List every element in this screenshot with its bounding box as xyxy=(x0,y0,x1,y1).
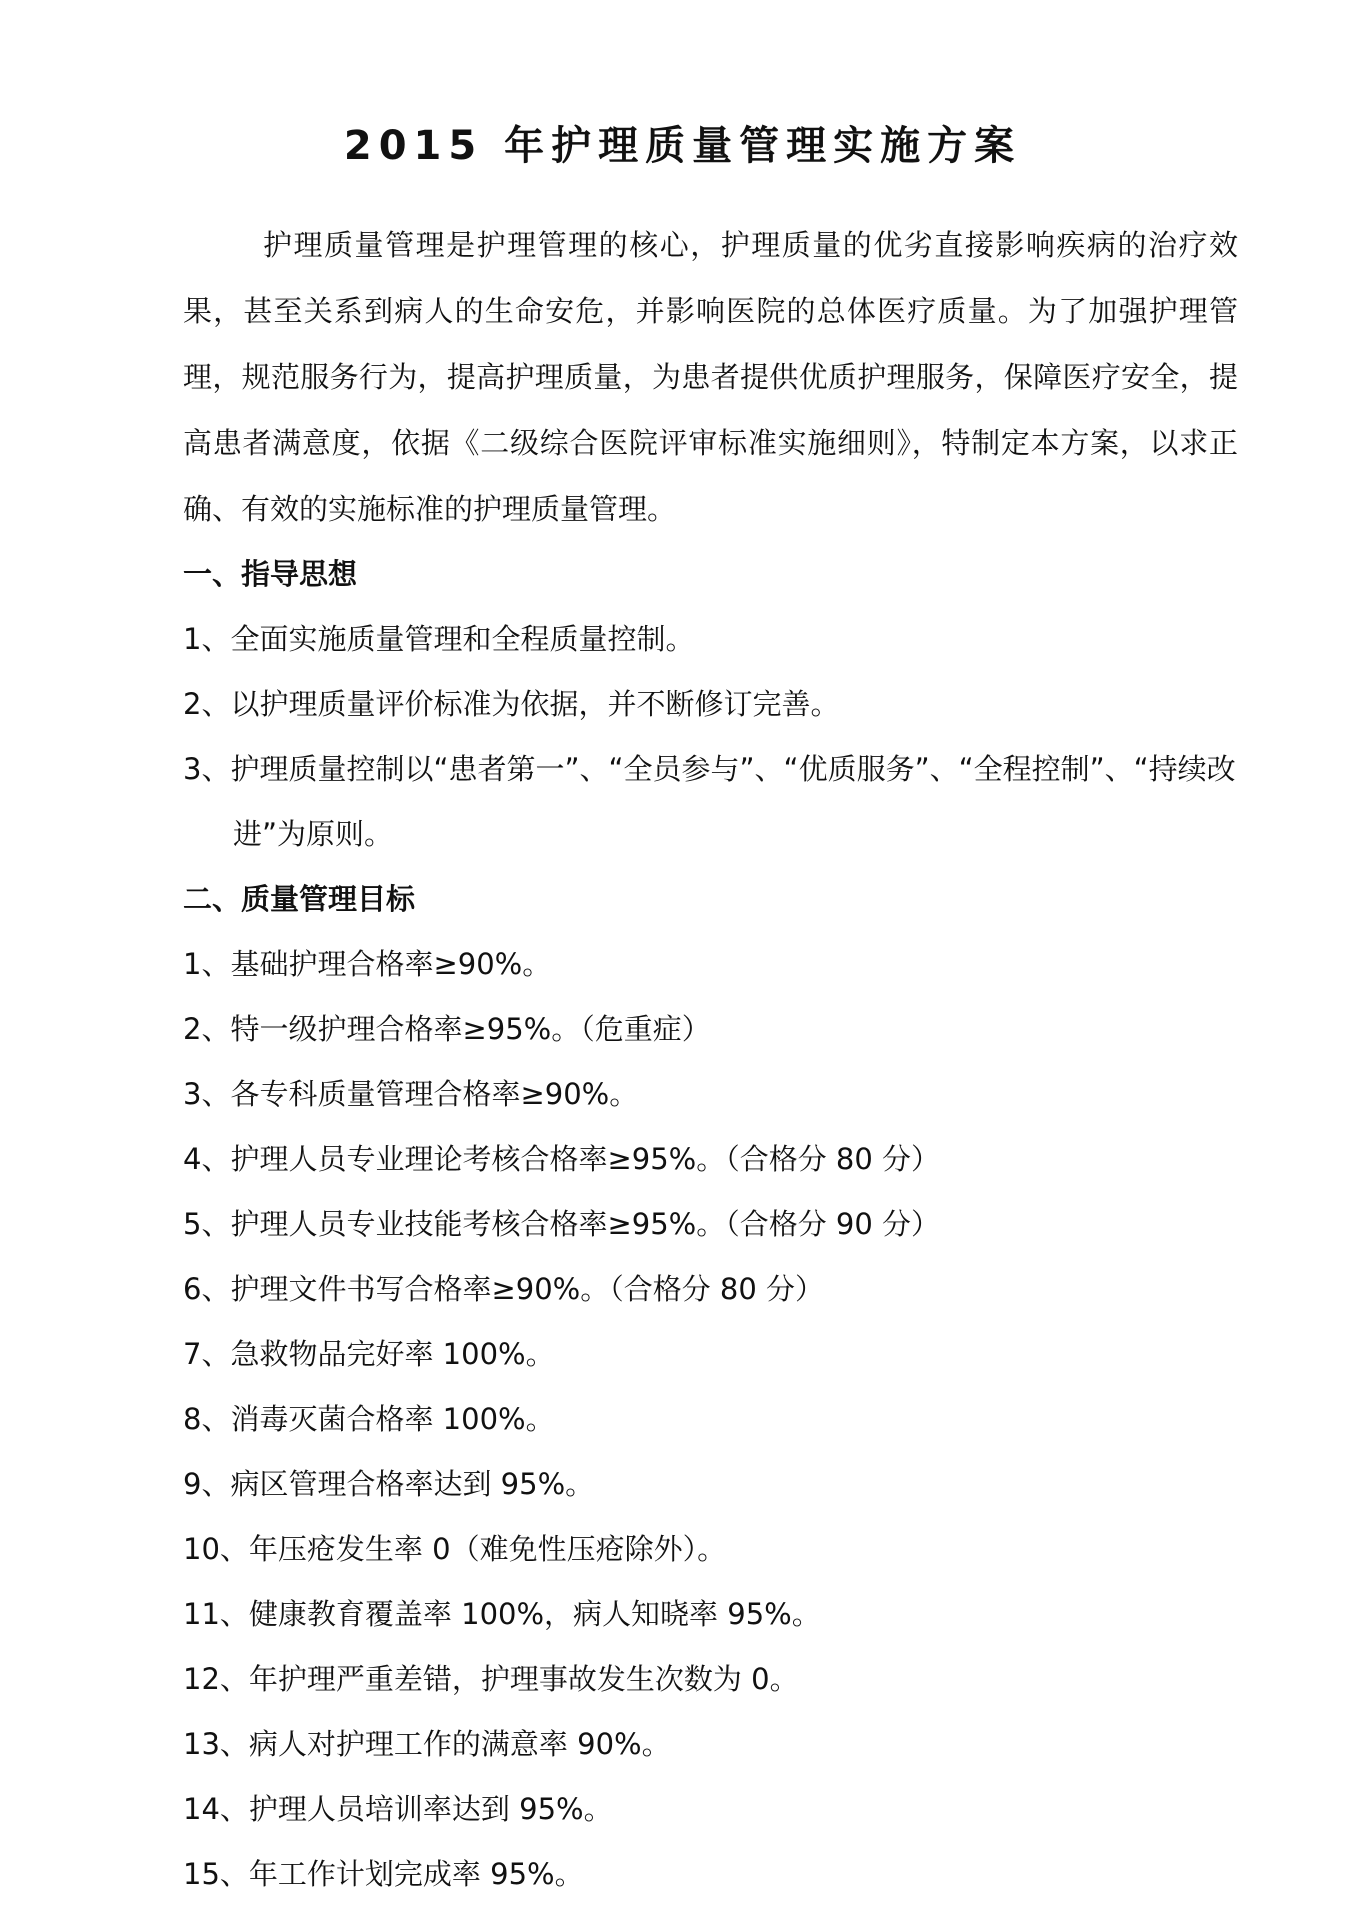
guiding-ideology-list xyxy=(183,607,1238,867)
item-number: 3、 xyxy=(183,1077,231,1111)
item-text: 基础护理合格率≥90%。 xyxy=(230,947,552,981)
item-text: 年压疮发生率 0（难免性压疮除外）。 xyxy=(248,1532,727,1566)
list-item xyxy=(183,737,1238,867)
item-text: 病区管理合格率达到 95%。 xyxy=(230,1467,595,1501)
quality-goals-list xyxy=(183,932,1238,1907)
list-item xyxy=(183,1257,1238,1322)
item-text: 消毒灭菌合格率 100%。 xyxy=(230,1402,555,1436)
list-item xyxy=(183,607,1238,672)
list-item xyxy=(183,1322,1238,1387)
list-item xyxy=(183,1712,1238,1777)
item-number: 11、 xyxy=(183,1597,249,1631)
list-item xyxy=(183,997,1238,1062)
section-heading-quality-goals: 二、质量管理目标 xyxy=(183,882,416,916)
list-item xyxy=(183,1842,1238,1907)
item-text: 健康教育覆盖率 100%，病人知晓率 95%。 xyxy=(248,1597,821,1631)
item-number: 10、 xyxy=(183,1532,249,1566)
item-number: 2、 xyxy=(183,687,231,721)
item-text: 护理质量控制以“患者第一”、“全员参与”、“优质服务”、“全程控制”、“持续改进”为原则。 xyxy=(230,752,1236,851)
item-number: 15、 xyxy=(183,1857,249,1891)
intro-paragraph: 护理质量管理是护理管理的核心，护理质量的优劣直接影响疾病的治疗效果，甚至关系到病人的生命安危，并影响医院的总体医疗质量。为了加强护理管理，规范服务行为，提高护理质量，为患者提供优质护理服务，保障医疗安全，提高患者满意度，依据《二级综合医院评审标准实施细则》，特制定本方案，以求正确、有效的实施标准的护理质量管理。 xyxy=(183,228,1238,526)
item-number: 13、 xyxy=(183,1727,249,1761)
document-body xyxy=(183,212,1238,1907)
section-heading-guiding-ideology: 一、指导思想 xyxy=(183,557,358,591)
item-text: 以护理质量评价标准为依据，并不断修订完善。 xyxy=(230,687,840,721)
item-number: 7、 xyxy=(183,1337,231,1371)
item-number: 1、 xyxy=(183,947,231,981)
list-item xyxy=(183,1127,1238,1192)
list-item xyxy=(183,932,1238,997)
item-text: 病人对护理工作的满意率 90%。 xyxy=(248,1727,671,1761)
list-item xyxy=(183,1192,1238,1257)
item-number: 2、 xyxy=(183,1012,231,1046)
item-number: 3、 xyxy=(183,752,231,786)
list-item xyxy=(183,1777,1238,1842)
item-text: 护理人员专业技能考核合格率≥95%。（合格分 90 分） xyxy=(230,1207,941,1241)
item-number: 4、 xyxy=(183,1142,231,1176)
list-item xyxy=(183,1387,1238,1452)
item-number: 9、 xyxy=(183,1467,231,1501)
list-item xyxy=(183,1062,1238,1127)
list-item xyxy=(183,1647,1238,1712)
item-number: 5、 xyxy=(183,1207,231,1241)
item-text: 特一级护理合格率≥95%。（危重症） xyxy=(230,1012,711,1046)
list-item xyxy=(183,672,1238,737)
item-number: 1、 xyxy=(183,622,231,656)
item-text: 护理文件书写合格率≥90%。（合格分 80 分） xyxy=(230,1272,825,1306)
document-title: 2015 年护理质量管理实施方案 xyxy=(343,123,1022,169)
item-text: 年工作计划完成率 95%。 xyxy=(248,1857,584,1891)
item-number: 6、 xyxy=(183,1272,231,1306)
item-text: 护理人员专业理论考核合格率≥95%。（合格分 80 分） xyxy=(230,1142,941,1176)
list-item xyxy=(183,1582,1238,1647)
list-item xyxy=(183,1517,1238,1582)
item-text: 急救物品完好率 100%。 xyxy=(230,1337,555,1371)
item-text: 年护理严重差错，护理事故发生次数为 0。 xyxy=(248,1662,799,1696)
item-number: 12、 xyxy=(183,1662,249,1696)
list-item xyxy=(183,1452,1238,1517)
item-text: 护理人员培训率达到 95%。 xyxy=(248,1792,613,1826)
item-number: 14、 xyxy=(183,1792,249,1826)
item-text: 各专科质量管理合格率≥90%。 xyxy=(230,1077,639,1111)
item-number: 8、 xyxy=(183,1402,231,1436)
item-text: 全面实施质量管理和全程质量控制。 xyxy=(230,622,695,656)
